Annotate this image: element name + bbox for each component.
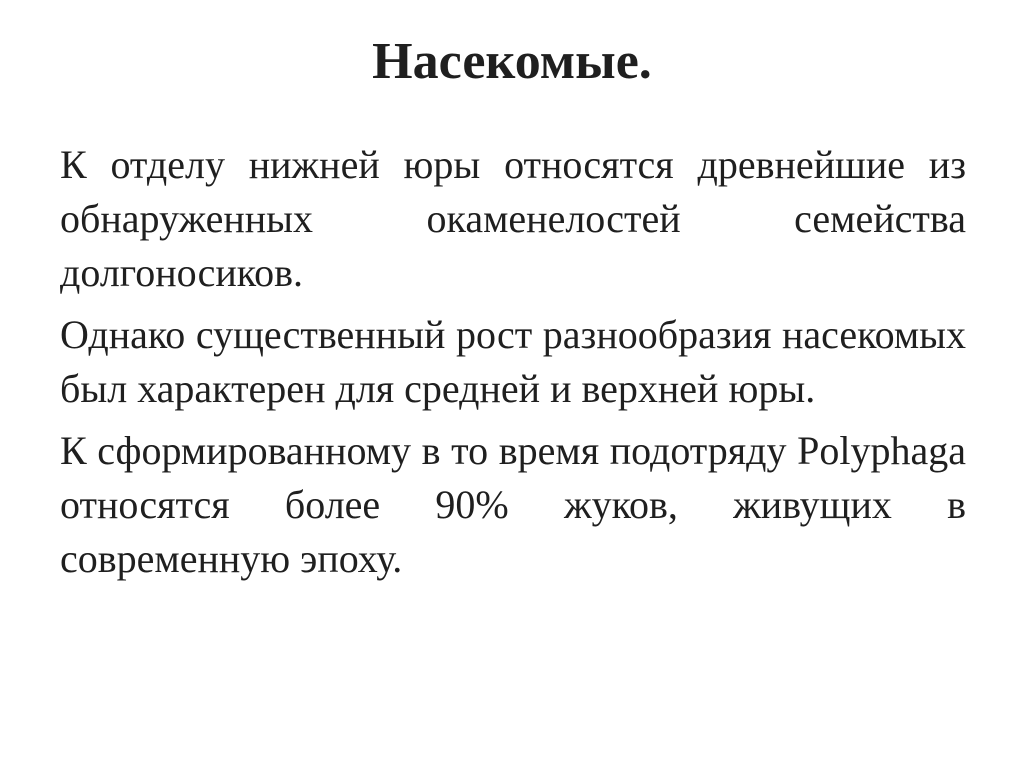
paragraph-2: Однако существенный рост разнообразия насекомых был характерен для средней и верхней юры.: [60, 312, 966, 411]
paragraph-1: К отделу нижней юры относятся древнейшие из обнаруженных окаменелостей семейства долгоносиков.: [60, 142, 966, 295]
slide-title: Насекомые.: [372, 33, 652, 90]
slide-body: [60, 138, 966, 594]
paragraph-3: К сформированному в то время подотряду Polyphaga относятся более 90% жуков, живущих в современную эпоху.: [60, 428, 966, 581]
